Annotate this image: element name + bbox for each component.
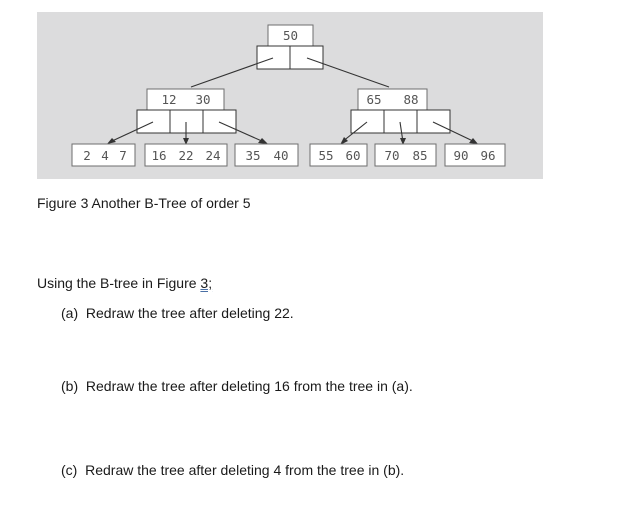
btree-figure [37,12,543,179]
left-node-key-30: 30 [195,92,211,107]
root-pointer-cell [290,46,323,69]
left-node-key-12: 12 [161,92,177,107]
left-node-pointer-cell [203,110,236,133]
arrowhead [107,138,116,144]
leaf-key: 24 [205,148,221,163]
leaf-key: 2 [83,148,91,163]
leaf-node-1 [72,144,135,166]
btree-diagram [37,12,543,179]
right-node-pointer-cell [384,110,417,133]
question-intro [37,275,212,291]
leaf-node-4 [310,144,367,166]
part-label: (b) [61,378,79,394]
leaf-node-6 [445,144,505,166]
leaf-key: 90 [453,148,469,163]
part-text: Redraw the tree after deleting 22. [85,305,294,321]
leaf-key: 85 [412,148,428,163]
leaf-key: 96 [480,148,496,163]
part-text: Redraw the tree after deleting 16 from the tree in (a). [85,378,413,394]
root-key-50: 50 [282,28,299,43]
leaf-key: 55 [318,148,334,163]
leaf-node-5 [375,144,436,166]
intro-text: Using the B-tree in Figure [37,275,201,291]
right-node-key-65: 65 [366,92,382,107]
arrowhead [258,138,268,144]
question-part-b [61,378,413,394]
part-label: (c) [61,462,78,478]
leaf-node-2 [145,144,227,166]
part-label: (a) [61,305,79,321]
question-part-a [61,305,294,321]
question-part-c [61,462,404,478]
leaf-key: 7 [119,148,127,163]
figure-caption: Figure 3 Another B-Tree of order 5 [37,195,251,211]
leaf-key: 70 [384,148,400,163]
right-node-key-88: 88 [403,92,419,107]
leaf-key: 4 [101,148,109,163]
leaf-key: 22 [178,148,194,163]
leaf-key: 16 [151,148,167,163]
right-node-pointer-cell [351,110,384,133]
edge-root-left [191,58,273,87]
root-pointer-cell [257,46,290,69]
right-node-pointer-cell [417,110,450,133]
left-node-key-box [147,89,224,110]
edge-root-right [307,58,389,87]
leaf-key: 40 [273,148,289,163]
leaf-node-3 [235,144,298,166]
root-node [257,25,323,69]
figure-reference: 3; [200,275,213,291]
arrowhead [469,138,478,144]
part-text: Redraw the tree after deleting 4 from the tree in (b). [85,462,405,478]
leaf-key: 60 [345,148,361,163]
left-node-pointer-cell [137,110,170,133]
leaf-key: 35 [245,148,261,163]
